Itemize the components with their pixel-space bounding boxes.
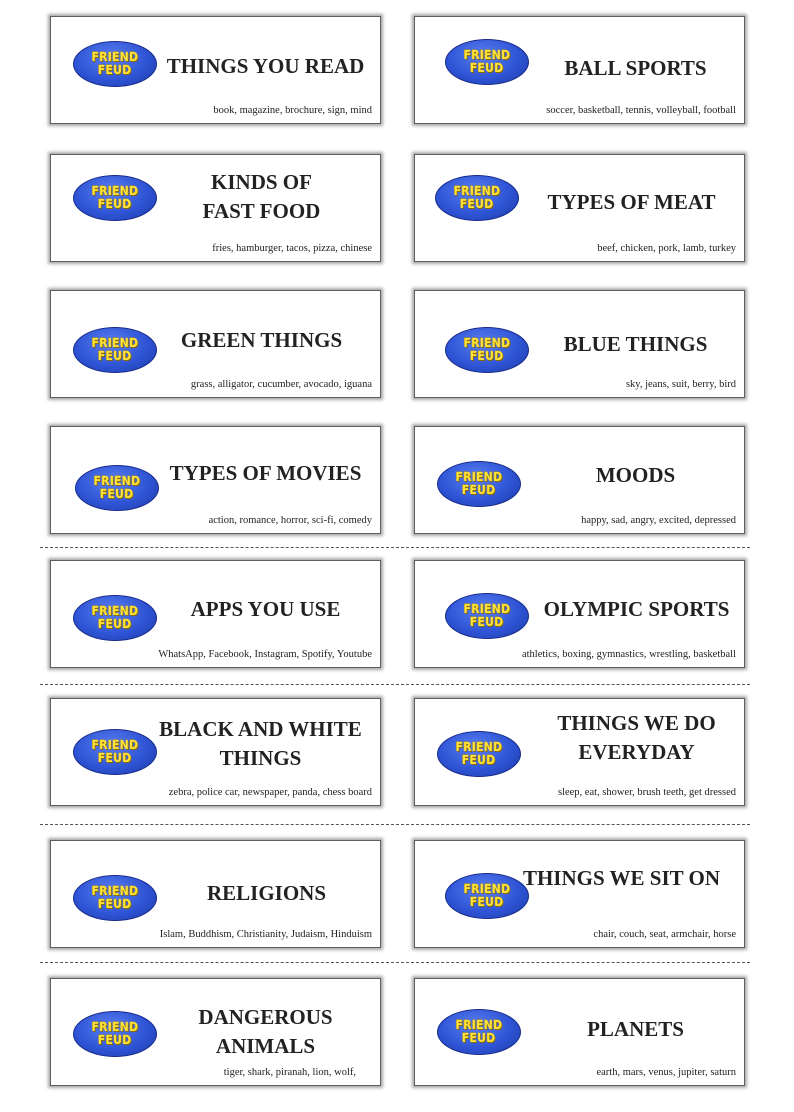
cut-line bbox=[40, 547, 750, 548]
card-things-we-do-everyday bbox=[414, 698, 745, 806]
card-answers: soccer, basketball, tennis, volleyball, football bbox=[546, 105, 736, 116]
friend-feud-logo: FRIEND FEUD bbox=[445, 39, 529, 85]
card-dangerous-animals bbox=[50, 978, 381, 1086]
card-ball-sports bbox=[414, 16, 745, 124]
card-answers: happy, sad, angry, excited, depressed bbox=[581, 515, 736, 526]
card-answers: chair, couch, seat, armchair, horse bbox=[593, 929, 736, 940]
friend-feud-logo: FRIEND FEUD bbox=[445, 873, 529, 919]
card-kinds-of-fast-food bbox=[50, 154, 381, 262]
card-title: THINGS YOU READ bbox=[166, 54, 365, 78]
friend-feud-logo: FRIEND FEUD bbox=[73, 175, 157, 221]
friend-feud-logo: FRIEND FEUD bbox=[73, 1011, 157, 1057]
card-answers: earth, mars, venus, jupiter, saturn bbox=[596, 1067, 736, 1078]
card-things-we-sit-on bbox=[414, 840, 745, 948]
cut-line bbox=[40, 824, 750, 825]
card-answers: WhatsApp, Facebook, Instagram, Spotify, Youtube bbox=[158, 649, 372, 660]
cut-line bbox=[40, 684, 750, 685]
card-title: KINDS OF FAST FOOD bbox=[202, 170, 321, 223]
card-religions bbox=[50, 840, 381, 948]
card-answers: sky, jeans, suit, berry, bird bbox=[625, 379, 736, 390]
friend-feud-logo: FRIEND FEUD bbox=[435, 175, 519, 221]
friend-feud-logo: FRIEND FEUD bbox=[73, 729, 157, 775]
card-title: THINGS WE SIT ON bbox=[522, 866, 721, 890]
card-title: BLACK AND WHITE THINGS bbox=[159, 717, 362, 770]
card-title: GREEN THINGS bbox=[180, 328, 343, 352]
friend-feud-logo: FRIEND FEUD bbox=[437, 461, 521, 507]
card-answers: zebra, police car, newspaper, panda, chess board bbox=[168, 787, 372, 798]
card-title: TYPES OF MOVIES bbox=[169, 461, 362, 485]
friend-feud-logo: FRIEND FEUD bbox=[73, 41, 157, 87]
card-title: RELIGIONS bbox=[206, 881, 327, 905]
card-moods bbox=[414, 426, 745, 534]
card-title: TYPES OF MEAT bbox=[547, 190, 716, 214]
card-title: PLANETS bbox=[587, 1017, 684, 1041]
card-answers: beef, chicken, pork, lamb, turkey bbox=[597, 243, 736, 254]
friend-feud-logo: FRIEND FEUD bbox=[75, 465, 159, 511]
card-types-of-movies bbox=[50, 426, 381, 534]
card-answers: action, romance, horror, sci-fi, comedy bbox=[208, 515, 372, 526]
card-answers: book, magazine, brochure, sign, mind bbox=[213, 105, 372, 116]
card-types-of-meat bbox=[414, 154, 745, 262]
card-planets bbox=[414, 978, 745, 1086]
card-title: THINGS WE DO EVERYDAY bbox=[557, 711, 716, 764]
card-title: BLUE THINGS bbox=[563, 332, 708, 356]
card-answers: sleep, eat, shower, brush teeth, get dressed bbox=[557, 787, 736, 798]
friend-feud-logo: FRIEND FEUD bbox=[445, 593, 529, 639]
cut-line bbox=[40, 962, 750, 963]
card-title: APPS YOU USE bbox=[190, 597, 341, 621]
card-answers: Islam, Buddhism, Christianity, Judaism, Hinduism bbox=[159, 929, 372, 940]
card-green-things bbox=[50, 290, 381, 398]
card-title: OLYMPIC SPORTS bbox=[543, 597, 730, 621]
card-answers: grass, alligator, cucumber, avocado, iguana bbox=[190, 379, 372, 390]
card-title: DANGEROUS ANIMALS bbox=[198, 1005, 333, 1058]
card-apps-you-use bbox=[50, 560, 381, 668]
card-answers: athletics, boxing, gymnastics, wrestling, basketball bbox=[521, 649, 736, 660]
card-answers: fries, hamburger, tacos, pizza, chinese bbox=[212, 243, 372, 254]
card-olympic-sports bbox=[414, 560, 745, 668]
card-things-you-read bbox=[50, 16, 381, 124]
card-black-and-white-things bbox=[50, 698, 381, 806]
card-blue-things bbox=[414, 290, 745, 398]
friend-feud-logo: FRIEND FEUD bbox=[73, 327, 157, 373]
friend-feud-logo: FRIEND FEUD bbox=[73, 875, 157, 921]
friend-feud-logo: FRIEND FEUD bbox=[437, 731, 521, 777]
card-title: BALL SPORTS bbox=[564, 56, 707, 80]
card-answers: tiger, shark, piranah, lion, wolf, bbox=[223, 1067, 356, 1078]
friend-feud-logo: FRIEND FEUD bbox=[445, 327, 529, 373]
friend-feud-logo: FRIEND FEUD bbox=[437, 1009, 521, 1055]
friend-feud-logo: FRIEND FEUD bbox=[73, 595, 157, 641]
card-title: MOODS bbox=[595, 463, 676, 487]
